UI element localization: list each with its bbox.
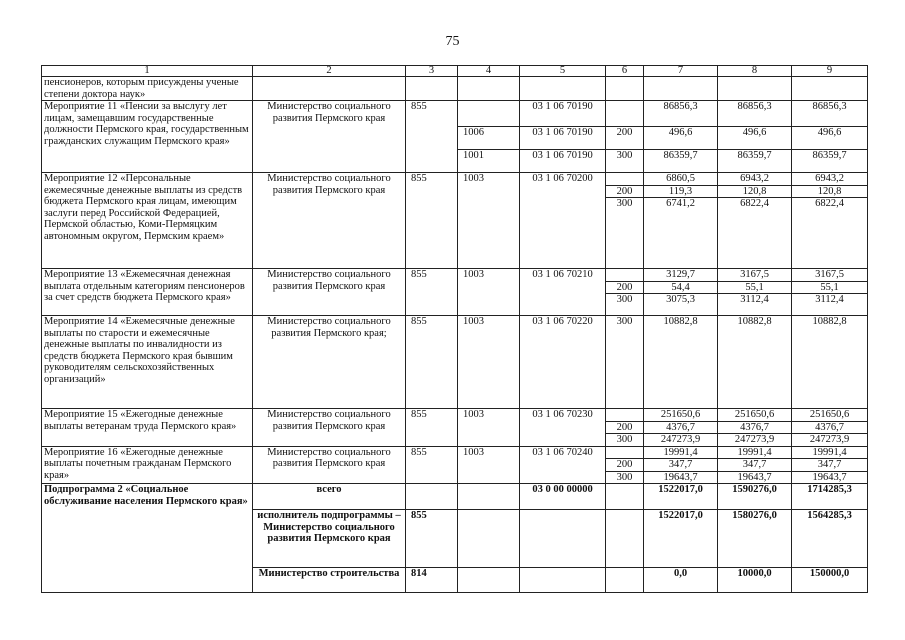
value: 6943,2 [792, 173, 867, 186]
value-cell: 1564285,3 [792, 510, 868, 568]
value: 6860,5 [644, 173, 717, 186]
expense-type-value [606, 447, 643, 460]
value-cell: 496,6 [792, 127, 868, 150]
value: 55,1 [792, 282, 867, 295]
section-code-cell: 1003 [458, 409, 520, 447]
value-cell: 86856,3 [644, 101, 718, 127]
value-cell: 1522017,0 [644, 484, 718, 510]
value-cell: 1580276,0 [718, 510, 792, 568]
grbs-code-cell: 855 [406, 269, 458, 316]
executor-cell: Министерство социального развития Пермского края; [253, 316, 406, 409]
value: 19643,7 [812, 471, 847, 483]
value: 347,7 [792, 459, 867, 472]
col-header-5: 5 [520, 66, 606, 77]
table-row [42, 173, 868, 269]
grbs-code-cell: 855 [406, 409, 458, 447]
col-header-3: 3 [406, 66, 458, 77]
activity-name-cell: Мероприятие 12 «Персональные ежемесячные денежные выплаты из средств бюджета Пермского края лицам, имеющим заслуги перед Российской Федерацией, Пермской областью, Коми-Пермяцким автономным округом, Пермским краем» [42, 173, 253, 269]
value-cell: 1522017,0 [644, 510, 718, 568]
grbs-code-cell: 855 [406, 101, 458, 173]
table-row [42, 446, 868, 484]
activity-name-cell: пенсионеров, которым присуждены ученые степени доктора наук» [42, 77, 253, 101]
value: 3167,5 [792, 269, 867, 282]
value-cell [644, 446, 718, 484]
value: 6822,4 [740, 198, 769, 209]
value: 3112,4 [740, 294, 769, 305]
expense-type-cell [606, 173, 644, 269]
value-cell: 86856,3 [718, 101, 792, 127]
column-number-row [42, 66, 868, 77]
target-code-cell: 03 1 06 70200 [520, 173, 606, 269]
value: 3129,7 [644, 269, 717, 282]
value: 19991,4 [644, 447, 717, 460]
target-code-cell: 03 0 00 00000 [520, 484, 606, 510]
value: 119,3 [644, 186, 717, 199]
expense-type-value: 300 [616, 471, 633, 483]
executor-cell: Министерство строительства [253, 568, 406, 593]
subprogram-name-cell: Подпрограмма 2 «Социальное обслуживание населения Пермского края» [42, 484, 253, 593]
value-cell [718, 409, 792, 447]
value-cell [792, 269, 868, 316]
col-header-6: 6 [606, 66, 644, 77]
grbs-code-cell: 855 [406, 510, 458, 568]
value: 120,8 [792, 186, 867, 199]
value: 54,4 [644, 282, 717, 295]
expense-type-value: 200 [606, 422, 643, 435]
value-cell [718, 446, 792, 484]
value: 347,7 [644, 459, 717, 472]
value: 251650,6 [644, 409, 717, 422]
executor-cell: Министерство социального развития Пермского края [253, 446, 406, 484]
table-row [42, 484, 868, 510]
section-code-cell [458, 101, 520, 127]
target-code-cell [520, 568, 606, 593]
expense-type-cell [606, 446, 644, 484]
target-code-cell: 03 1 06 70190 [520, 101, 606, 127]
table-row [42, 101, 868, 127]
expense-type-cell: 300 [606, 316, 644, 409]
expense-type-value [606, 173, 643, 186]
value: 251650,6 [718, 409, 791, 422]
value-cell: 10882,8 [792, 316, 868, 409]
table-row [42, 269, 868, 316]
grbs-code-cell: 855 [406, 316, 458, 409]
target-code-cell: 03 1 06 70220 [520, 316, 606, 409]
expense-type-value: 300 [616, 198, 633, 209]
value: 6943,2 [718, 173, 791, 186]
section-code-cell: 1001 [458, 150, 520, 173]
section-code-cell: 1006 [458, 127, 520, 150]
activity-name-cell: Мероприятие 11 «Пенсии за выслугу лет лицам, замещавшим государственные должности Пермского края, государственным гражданских служащим Пермского края» [42, 101, 253, 173]
expense-type-cell: 200 [606, 127, 644, 150]
table-row [42, 77, 868, 101]
value-cell: 0,0 [644, 568, 718, 593]
target-code-cell: 03 1 06 70240 [520, 446, 606, 484]
expense-type-value [606, 409, 643, 422]
value-cell [718, 173, 792, 269]
expense-type-value: 300 [616, 434, 633, 445]
value-cell: 1590276,0 [718, 484, 792, 510]
executor-cell: исполнитель подпрограммы – Министерство социального развития Пермского края [253, 510, 406, 568]
target-code-cell: 03 1 06 70230 [520, 409, 606, 447]
table-row [42, 316, 868, 409]
value: 4376,7 [644, 422, 717, 435]
expense-type-value: 200 [606, 282, 643, 295]
value-cell: 86359,7 [792, 150, 868, 173]
value-cell: 150000,0 [792, 568, 868, 593]
value-cell [644, 269, 718, 316]
value: 3075,3 [666, 294, 695, 305]
target-code-cell: 03 1 06 70190 [520, 150, 606, 173]
target-code-cell: 03 1 06 70190 [520, 127, 606, 150]
value: 19991,4 [718, 447, 791, 460]
value-cell: 10882,8 [644, 316, 718, 409]
page-number: 75 [445, 34, 460, 49]
value-cell [792, 446, 868, 484]
value-cell: 496,6 [718, 127, 792, 150]
value: 4376,7 [792, 422, 867, 435]
value: 4376,7 [718, 422, 791, 435]
value-cell [644, 409, 718, 447]
section-code-cell: 1003 [458, 446, 520, 484]
grbs-code-cell: 855 [406, 446, 458, 484]
expense-type-cell: 300 [606, 150, 644, 173]
executor-cell: Министерство социального развития Пермского края [253, 173, 406, 269]
value-cell [792, 173, 868, 269]
value: 120,8 [718, 186, 791, 199]
value: 247273,9 [660, 434, 701, 445]
expense-type-value: 200 [606, 186, 643, 199]
target-code-cell [520, 510, 606, 568]
value-cell: 86359,7 [718, 150, 792, 173]
col-header-2: 2 [253, 66, 406, 77]
executor-cell: Министерство социального развития Пермского края [253, 409, 406, 447]
section-code-cell: 1003 [458, 316, 520, 409]
expense-type-cell [606, 101, 644, 127]
expense-type-value: 300 [616, 294, 633, 305]
value: 251650,6 [792, 409, 867, 422]
col-header-4: 4 [458, 66, 520, 77]
activity-name-cell: Мероприятие 16 «Ежегодные денежные выплаты почетным гражданам Пермского края» [42, 446, 253, 484]
activity-name-cell: Мероприятие 15 «Ежегодные денежные выплаты ветеранам труда Пермского края» [42, 409, 253, 447]
executor-cell: Министерство социального развития Пермского края [253, 101, 406, 173]
section-code-cell: 1003 [458, 173, 520, 269]
expense-type-cell [606, 409, 644, 447]
value-cell [644, 173, 718, 269]
value: 3167,5 [718, 269, 791, 282]
value-cell [792, 409, 868, 447]
value: 19991,4 [792, 447, 867, 460]
value: 6741,2 [666, 198, 695, 209]
value-cell: 496,6 [644, 127, 718, 150]
activity-name-cell: Мероприятие 14 «Ежемесячные денежные выплаты по старости и ежемесячные денежные выплаты по инвалидности из средств бюджета Пермского края бывшим руководителям сельскохозяйственных организаций» [42, 316, 253, 409]
executor-cell: Министерство социального развития Пермского края [253, 269, 406, 316]
value: 3112,4 [815, 294, 844, 305]
col-header-7: 7 [644, 66, 718, 77]
value: 19643,7 [737, 471, 772, 483]
value: 347,7 [718, 459, 791, 472]
value: 247273,9 [734, 434, 775, 445]
value-cell: 10000,0 [718, 568, 792, 593]
table-row [42, 409, 868, 447]
value-cell: 10882,8 [718, 316, 792, 409]
expense-type-value [606, 269, 643, 282]
target-code-cell: 03 1 06 70210 [520, 269, 606, 316]
budget-table [41, 65, 868, 593]
value-cell: 86856,3 [792, 101, 868, 127]
grbs-code-cell: 814 [406, 568, 458, 593]
executor-cell: всего [253, 484, 406, 510]
expense-type-value: 200 [606, 459, 643, 472]
grbs-code-cell: 855 [406, 173, 458, 269]
grbs-code-cell [406, 484, 458, 510]
activity-name-cell: Мероприятие 13 «Ежемесячная денежная выплата отдельным категориям пенсионеров за счет средств бюджета Пермского края» [42, 269, 253, 316]
value: 6822,4 [815, 198, 844, 209]
value: 55,1 [718, 282, 791, 295]
col-header-8: 8 [718, 66, 792, 77]
value-cell: 86359,7 [644, 150, 718, 173]
section-code-cell: 1003 [458, 269, 520, 316]
value: 247273,9 [809, 434, 850, 445]
value-cell: 1714285,3 [792, 484, 868, 510]
col-header-9: 9 [792, 66, 868, 77]
value-cell [718, 269, 792, 316]
expense-type-cell [606, 269, 644, 316]
col-header-1: 1 [42, 66, 253, 77]
value: 19643,7 [663, 471, 698, 483]
